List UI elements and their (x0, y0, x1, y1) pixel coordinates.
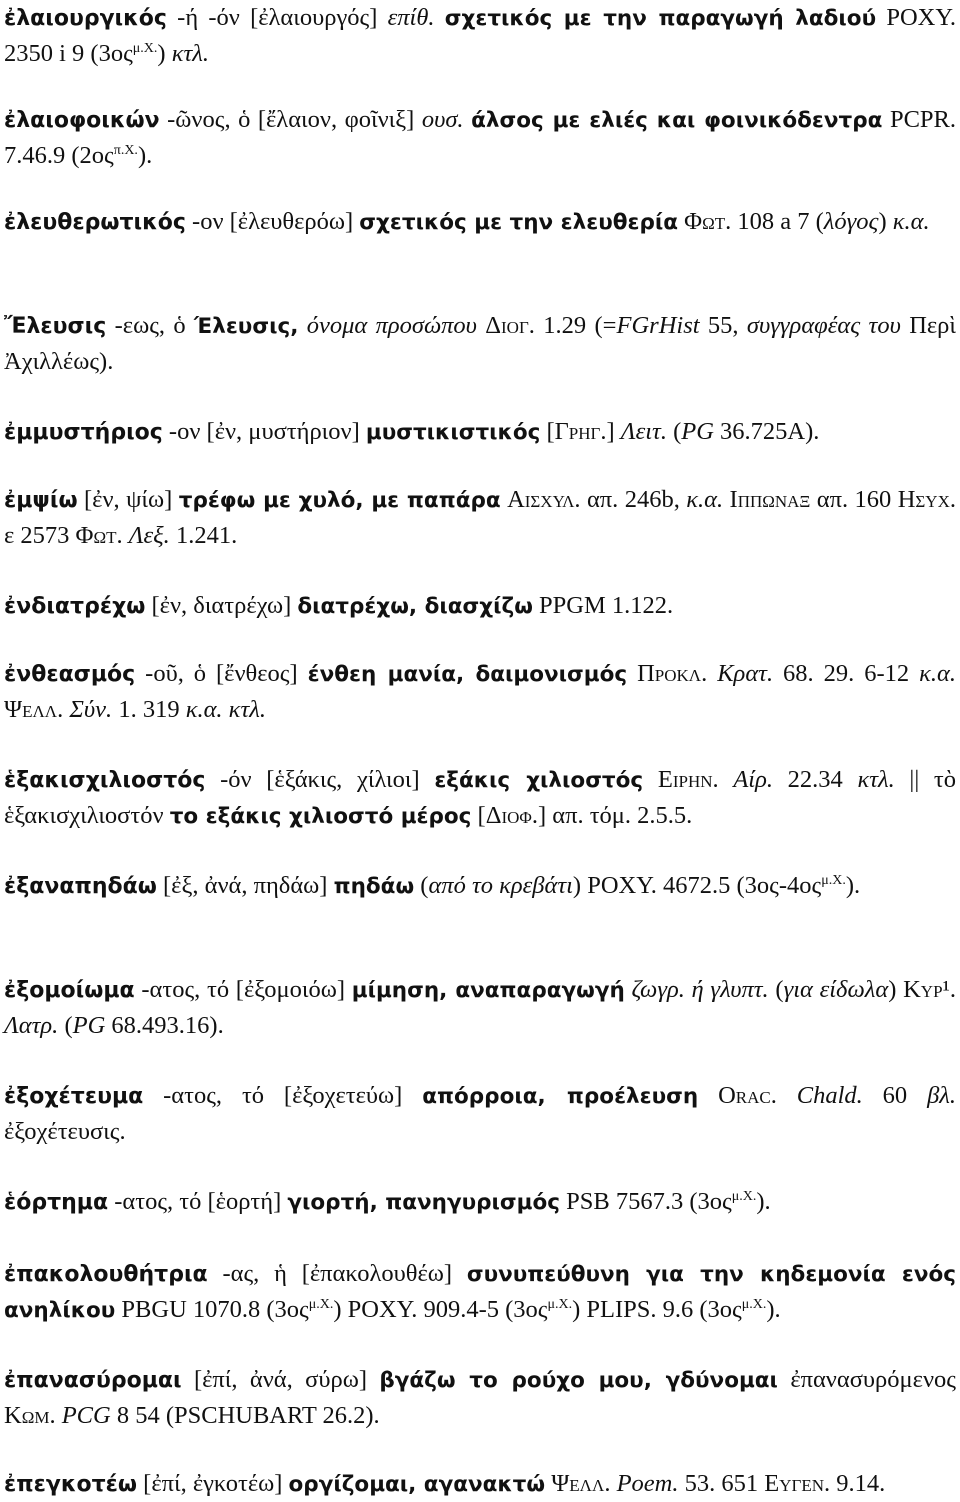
entry-text (625, 976, 632, 1003)
entry-text: 60 (862, 1082, 928, 1109)
entry-text: από το κρεβάτι (428, 872, 573, 899)
definition: άλσος με ελιές και φοινικόδεντρα (471, 108, 883, 133)
entry-text: κτλ. (857, 766, 895, 793)
entry-text: [ἐπί, ἐγκοτέω] (137, 1470, 289, 1497)
headword: ἐλευθερωτικός (4, 210, 186, 235)
entry-text: Ιππωναξ (729, 486, 811, 513)
entry-text: κ.α. (919, 660, 956, 687)
definition: σχετικός με την ελευθερία (359, 210, 679, 235)
entry-text: απ. 160 (810, 486, 898, 513)
headword: ἐμψίω (4, 488, 78, 513)
definition: βγάζω το ρούχο μου, γδύνομαι (379, 1368, 778, 1393)
definition: τρέφω με χυλό, με παπάρα (178, 488, 501, 513)
entry-elaiourgikos (4, 0, 956, 71)
entry-text: ) PLIPS. 9.6 (3ος (572, 1296, 742, 1323)
entry-text: -ή -όν [ἐλαιουργός] (166, 4, 388, 31)
entry-text: . 9.14. (824, 1470, 886, 1497)
entry-text: Φωτ (75, 522, 117, 549)
entry-text: μ.Χ. (731, 1188, 757, 1204)
entry-eleusis (4, 308, 956, 379)
headword: ἐπακολουθήτρια (4, 1262, 208, 1287)
entry-text: ζωγρ. ή γλυπτ. (631, 976, 769, 1003)
entry-text: -ατος, τό [ἐξοχετεύω] (143, 1082, 423, 1109)
entry-text (298, 312, 306, 339)
definition: εξάκις χιλιοστός (434, 768, 644, 793)
entry-text: . (712, 766, 734, 793)
entry-exanapidao (4, 868, 956, 904)
entry-text: 68. 29. 6-12 (773, 660, 920, 687)
entry-text (627, 660, 637, 687)
entry-text: Διογ (485, 312, 529, 339)
headword: ἐπεγκοτέω (4, 1472, 138, 1497)
entry-text: Κωμ (4, 1402, 50, 1429)
entry-text: . (604, 1470, 617, 1497)
entry-text: Λειτ. (620, 418, 667, 445)
headword: ἐλαιοφοικών (4, 108, 160, 133)
entry-text: PBGU 1070.8 (3ος (115, 1296, 309, 1323)
entry-text: . (701, 660, 718, 687)
headword: ἐξομοίωμα (4, 978, 135, 1003)
definition: Έλευσις, (194, 314, 299, 339)
entry-text: PG (72, 1012, 106, 1039)
entry-text: -ον [ἐν, μυστήριον] (162, 418, 366, 445)
entry-text: . ε 2573 (4, 486, 956, 549)
entry-text: Chald. (796, 1082, 863, 1109)
entry-text: 8 54 (PSCHUBART 26.2). (110, 1402, 380, 1429)
entry-text: ουσ. (421, 106, 464, 133)
entry-text: Λεξ. (128, 522, 170, 549)
entry-text: -ατος, τό [ἑορτή] (108, 1188, 288, 1215)
headword: ἐξοχέτευμα (4, 1084, 144, 1109)
entry-emmystirios (4, 414, 956, 450)
entry-text: κτλ. (171, 40, 209, 67)
headword: Ἔλευσις (4, 314, 107, 339)
entry-text: κ.α. κτλ. (185, 696, 266, 723)
entry-text: μ.Χ. (821, 872, 846, 888)
definition: συνυπεύθυνη για την κηδεμονία ενός ανηλίκου (4, 1262, 956, 1323)
entry-text: .] (600, 418, 621, 445)
entry-text: PCPR. 7.46.9 (2ος (4, 106, 957, 169)
definition: πηδάω (333, 874, 415, 899)
entry-text: . απ. 246b, (574, 486, 687, 513)
entry-text: POXY. 2350 i 9 (3ος (4, 4, 956, 67)
entry-text: ( (666, 418, 682, 445)
entry-text: . 1.29 (= (528, 312, 617, 339)
entry-text: 55, (699, 312, 747, 339)
entry-text: . (57, 696, 70, 723)
entry-exomoioma (4, 972, 956, 1043)
definition: σχετικός με την παραγωγή λαδιού (444, 6, 877, 31)
entry-text: ( (768, 976, 784, 1003)
entry-text: || (909, 766, 920, 793)
definition: μυστικιστικός (365, 420, 541, 445)
entry-text (477, 312, 485, 339)
definition: το εξάκις χιλιοστό μέρος (169, 804, 472, 829)
entry-text: 1.241. (169, 522, 238, 549)
entry-text: [ (540, 418, 555, 445)
entry-text: [ (471, 802, 486, 829)
definition: μίμηση, αναπαραγωγή (351, 978, 625, 1003)
entry-text: 1. 319 (112, 696, 186, 723)
entry-text: . (116, 522, 129, 549)
definition: οργίζομαι, αγανακτώ (288, 1472, 546, 1497)
entry-eleutherotikos (4, 204, 956, 240)
headword: ἐλαιουργικός (4, 6, 167, 31)
entry-text: επίθ. (387, 4, 435, 31)
entry-text: λόγος (823, 208, 879, 235)
entry-text: -ον [ἐλευθερόω] (185, 208, 360, 235)
entry-text: μ.Χ. (547, 1296, 573, 1312)
entry-text: ) (888, 976, 904, 1003)
headword: ἐνθεασμός (4, 662, 136, 687)
entry-text: μ.Χ. (741, 1296, 767, 1312)
entry-text: κ.α. (686, 486, 724, 513)
entry-text: ). (766, 1296, 781, 1323)
entry-text: ). (137, 142, 153, 169)
entry-text: .] απ. τόμ. 2.5.5. (531, 802, 693, 829)
entry-text: Ευγεν (764, 1470, 824, 1497)
entry-text: ¹. (942, 976, 957, 1003)
entry-text: ( (58, 1012, 73, 1039)
entry-text: 22.34 (772, 766, 858, 793)
entry-text: Σύν. (69, 696, 113, 723)
entry-exakischiliostos (4, 762, 956, 834)
entry-text: π.Χ. (113, 142, 138, 158)
headword: ἑόρτημα (4, 1190, 109, 1215)
entry-text: Αίρ. (733, 766, 773, 793)
definition: απόρροια, προέλευση (422, 1084, 699, 1109)
definition: ένθεη μανία, δαιμονισμός (307, 662, 628, 687)
entry-text: -οῦ, ὁ [ἔνθεος] (135, 660, 308, 687)
entry-text: Ειρην (657, 766, 713, 793)
entry-text: PCG (61, 1402, 111, 1429)
entry-empsio (4, 482, 956, 553)
headword: ἐμμυστήριος (4, 420, 163, 445)
entry-text: Περὶ Ἀχιλλέως). (4, 312, 956, 375)
entry-epenkoteo (4, 1466, 956, 1502)
entry-text: ) (878, 208, 893, 235)
definition: διατρέχω, διασχίζω (297, 594, 533, 619)
entry-text (435, 4, 445, 31)
entry-text: Poem. (616, 1470, 679, 1497)
entry-text: ἐπανασυρόμενος (777, 1366, 956, 1393)
entry-endiatrecho (4, 588, 956, 624)
entry-text: Προκλ (637, 660, 702, 687)
entry-text: [ἐπί, ἀνά, σύρω] (181, 1366, 380, 1393)
entry-epanasyromai (4, 1362, 956, 1433)
entry-text: όνομα προσώπου (306, 312, 477, 339)
definition: γιορτή, πανηγυρισμός (287, 1190, 560, 1215)
entry-text: ( (414, 872, 429, 899)
entry-text: Διοφ (485, 802, 532, 829)
entry-text: -όν [ἑξάκις, χίλιοι] (205, 766, 435, 793)
entry-text: ) POXY. 909.4-5 (3ος (333, 1296, 548, 1323)
entry-text: Γρηγ (554, 418, 601, 445)
entry-entheasmos (4, 656, 956, 727)
entry-text (895, 766, 910, 793)
entry-text: FGrHist (616, 312, 700, 339)
entry-text: PSB 7567.3 (3ος (560, 1188, 732, 1215)
entry-text (643, 766, 658, 793)
entry-text: PG (681, 418, 714, 445)
entry-text (464, 106, 472, 133)
headword: ἐνδιατρέχω (4, 594, 146, 619)
headword: ἐξαναπηδάω (4, 874, 157, 899)
entry-text: Ησυχ (897, 486, 950, 513)
entry-exocheteuma (4, 1078, 956, 1149)
entry-text: -εως, ὁ (106, 312, 195, 339)
entry-text: Orac (718, 1082, 771, 1109)
entry-text: 36.725A). (713, 418, 820, 445)
entry-text: ἐξοχέτευσις. (4, 1118, 126, 1145)
entry-text: ). (756, 1188, 771, 1215)
entry-text: Φωτ (684, 208, 726, 235)
entry-text: ) (157, 40, 172, 67)
entry-text: συγγραφέας του (746, 312, 901, 339)
entry-text: . (770, 1082, 797, 1109)
entry-text: Λατρ. (4, 1012, 59, 1039)
entry-epakolouthitria (4, 1256, 956, 1328)
entry-text: 53. 651 (678, 1470, 765, 1497)
headword: ἑξακισχιλιοστός (4, 768, 206, 793)
entry-text: [ἐν, διατρέχω] (145, 592, 298, 619)
entry-text: [ἐξ, ἀνά, πηδάω] (156, 872, 334, 899)
entry-text: . (49, 1402, 62, 1429)
entry-text: ). (845, 872, 861, 899)
entry-text: Ψελλ (551, 1470, 605, 1497)
entry-text: μ.Χ. (308, 1296, 334, 1312)
entry-text: ) POXY. 4672.5 (3ος-4ος (572, 872, 822, 899)
entry-text: . 108 a 7 ( (725, 208, 824, 235)
entry-text: -ας, ἡ [ἐπακολουθέω] (207, 1260, 467, 1287)
entry-text: Ψελλ (4, 696, 58, 723)
entry-text: για είδωλα (783, 976, 889, 1003)
entry-text: κ.α. (892, 208, 930, 235)
entry-text: 68.493.16). (105, 1012, 224, 1039)
entry-text: -ατος, τό [ἐξομοιόω] (134, 976, 352, 1003)
entry-text: μ.Χ. (132, 40, 158, 56)
entry-text: βλ. (927, 1082, 957, 1109)
entry-eortisma (4, 1184, 956, 1220)
entry-text (698, 1082, 718, 1109)
entry-text: -ῶνος, ὁ [ἔλαιον, φοῖνιξ] (159, 106, 422, 133)
headword: ἐπανασύρομαι (4, 1368, 182, 1393)
entry-text: [ἐν, ψίω] (77, 486, 179, 513)
entry-text: PPGM 1.122. (532, 592, 674, 619)
entry-text: Κρατ. (717, 660, 774, 687)
entry-text: τὸ ἑξακισχιλιοστόν (4, 766, 957, 829)
entry-text: Αισχυλ (507, 486, 575, 513)
entry-elaiofoikon (4, 102, 956, 173)
entry-text: Κυρ (903, 976, 943, 1003)
